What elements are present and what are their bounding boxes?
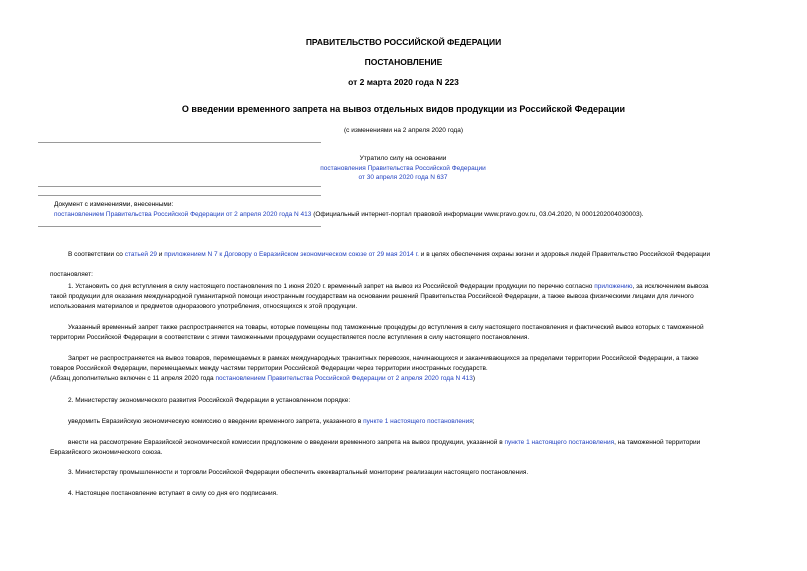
government-heading: ПРАВИТЕЛЬСТВО РОССИЙСКОЙ ФЕДЕРАЦИИ [305, 37, 502, 47]
paragraph-3: Запрет не распространяется на вывоз товаров, перемещаемых в рамках международных транзитных перевозок, начинающихся и заканчивающихся за пределами территории Российской Федерации, а также товаров Российской Федерации, перемещаемых между частями территории Российской Федерации через территории иностранных государств. (Абзац дополнительно включен с 11 апреля 2020 года постановлением Правительства Российской Федерации от 2 апреля 2020 года N 413) [50, 355, 699, 382]
preamble-paragraph: В соответствии со статьей 29 и приложением N 7 к Договору о Евразийском экономическом союзе от 29 мая 2014 г. и в целях обеспечения охраны жизни и здоровья людей Правительство Российской Федерации [68, 251, 711, 258]
amendment-note-link[interactable]: постановлением Правительства Российской Федерации от 2 апреля 2020 года N 413 [215, 375, 473, 382]
lost-force-text: Утратило силу на основании [359, 155, 447, 162]
paragraph-5: уведомить Евразийскую экономическую комиссию о введении временного запрета, указанного в пункте 1 настоящего постановления; [68, 418, 475, 425]
paragraph-8: 4. Настоящее постановление вступает в силу со дня его подписания. [68, 490, 278, 497]
amending-resolution-link[interactable]: постановлением Правительства Российской Федерации от 2 апреля 2020 года N 413 [54, 210, 312, 218]
paragraph-4: 2. Министерству экономического развития Российской Федерации в установленном порядке: [68, 397, 351, 404]
paragraph-7: 3. Министерству промышленности и торговли Российской Федерации обеспечить ежеквартальный мониторинг реализации настоящего постановления. [68, 469, 529, 476]
divider [38, 195, 321, 196]
treaty-annex-link[interactable]: приложением N 7 к Договору о Евразийском экономическом союзе от 29 мая 2014 г. [164, 251, 419, 258]
publication-source: (Официальный интернет-портал правовой информации www.pravo.gov.ru, 03.04.2020, N 0001202004030003). [311, 210, 644, 218]
annex-link[interactable]: приложению [594, 283, 633, 290]
lost-force-link[interactable]: постановления Правительства Российской Федерации [320, 164, 486, 172]
divider [38, 226, 321, 227]
paragraph-1: 1. Установить со дня вступления в силу настоящего постановления по 1 июня 2020 г. временный запрет на вывоз из Российской Федерации продукции по перечню согласно приложению, за исключением вывоза такой продукции для оказания международной гуманитарной помощи иностранным государствам на основании решений Правительства Российской Федерации, а также вывоза физическими лицами для личного использования материалов и предметов одноразового употребления, относящихся к этой продукции. [50, 283, 709, 310]
article-29-link[interactable]: статьей 29 [124, 251, 157, 258]
resolves-text: постановляет: [50, 271, 93, 278]
paragraph-6: внести на рассмотрение Евразийской экономической комиссии предложение о введении временного запрета на вывоз продукции, указанной в пункте 1 настоящего постановления, на таможенной территории Евразийского экономического союза. [50, 439, 701, 456]
date-number-heading: от 2 марта 2020 года N 223 [348, 77, 459, 87]
lost-force-link-date[interactable]: от 30 апреля 2020 года N 637 [358, 174, 448, 181]
clause-1-link[interactable]: пункте 1 настоящего постановления [504, 439, 615, 446]
clause-1-link[interactable]: пункте 1 настоящего постановления [363, 418, 473, 425]
amendments-note: (с изменениями на 2 апреля 2020 года) [343, 127, 463, 134]
document-type-heading: ПОСТАНОВЛЕНИЕ [364, 57, 443, 67]
changes-note [54, 200, 774, 219]
lost-force-block [290, 154, 516, 183]
document-title: О введении временного запрета на вывоз отдельных видов продукции из Российской Федерации [181, 104, 626, 114]
paragraph-2: Указанный временный запрет также распространяется на товары, которые помещены под таможенные процедуры до вступления в силу настоящего постановления и фактический вывоз которых с таможенной территории Российской Федерации в соответствии с этими таможенными процедурами осуществляется после вступления в силу настоящего постановления. [50, 324, 704, 341]
divider [38, 142, 321, 143]
changes-note-label: Документ с изменениями, внесенными: [54, 201, 174, 208]
divider [38, 186, 321, 187]
